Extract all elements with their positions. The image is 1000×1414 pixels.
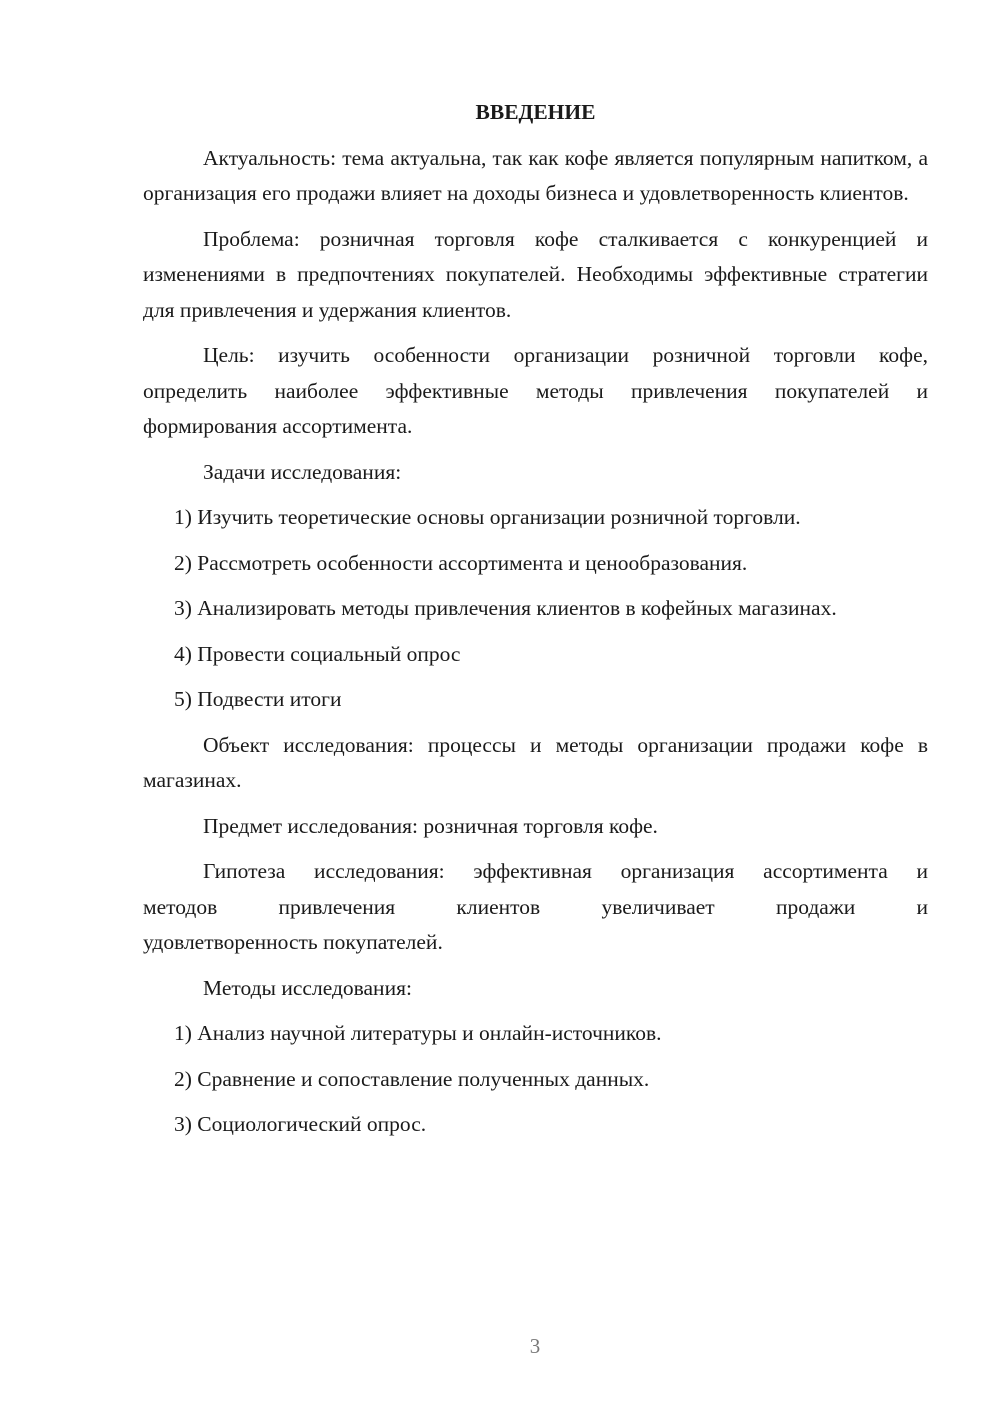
method-item-3: 3) Социологический опрос. — [174, 1112, 427, 1136]
method-item-2: 2) Сравнение и сопоставление полученных данных. — [174, 1066, 650, 1091]
document-body — [143, 95, 928, 1153]
hypothesis-line-1: Гипотеза исследования: эффективная организация ассортимента и — [203, 859, 928, 883]
hypothesis-paragraph — [143, 854, 928, 961]
method-item-1: 1) Анализ научной литературы и онлайн-источников. — [174, 1021, 662, 1045]
subject-paragraph: Предмет исследования: розничная торговля кофе. — [203, 813, 658, 838]
goal-paragraph: Цель: изучить особенности организации розничной торговли кофе, определить наиболее эффективные методы привлечения покупателей и формирования ассортимента. — [143, 343, 928, 438]
hypothesis-line-2: методов привлечения клиентов увеличивает продажи и — [143, 894, 928, 919]
section-title: ВВЕДЕНИЕ — [475, 100, 596, 124]
object-paragraph: Объект исследования: процессы и методы организации продажи кофе в магазинах. — [143, 732, 928, 792]
hypothesis-line-3: удовлетворенность покупателей. — [143, 930, 443, 954]
page-number: 3 — [529, 1334, 541, 1358]
task-item-4: 4) Провести социальный опрос — [174, 641, 461, 666]
task-item-3: 3) Анализировать методы привлечения клиентов в кофейных магазинах. — [174, 596, 837, 620]
problem-paragraph: Проблема: розничная торговля кофе сталкивается с конкуренцией и изменениями в предпочтениях покупателей. Необходимы эффективные стратегии для привлечения и удержания клиентов. — [143, 226, 928, 322]
task-item-5: 5) Подвести итоги — [174, 687, 342, 711]
task-item-2: 2) Рассмотреть особенности ассортимента и ценообразования. — [174, 550, 748, 575]
tasks-heading: Задачи исследования: — [203, 459, 402, 484]
relevance-paragraph: Актуальность: тема актуальна, так как кофе является популярным напитком, а организация его продажи влияет на доходы бизнеса и удовлетворенность клиентов. — [143, 145, 928, 205]
task-item-1: 1) Изучить теоретические основы организации розничной торговли. — [174, 505, 801, 529]
methods-heading: Методы исследования: — [203, 975, 412, 1000]
